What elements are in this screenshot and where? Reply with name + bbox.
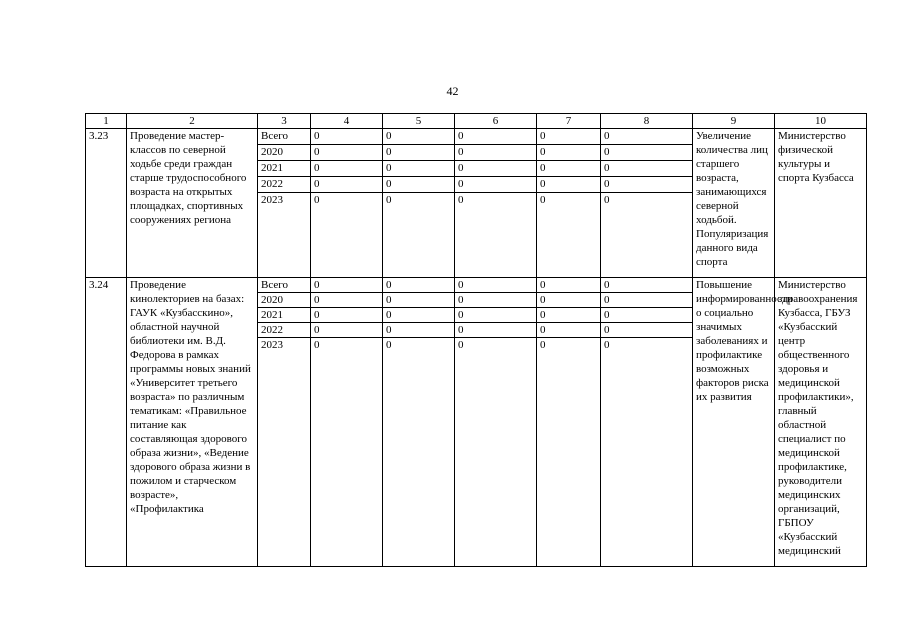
value-cell: 0 — [455, 278, 537, 293]
value-cell: 0 — [601, 338, 693, 567]
table-row — [86, 129, 867, 145]
period-label: 2022 — [258, 177, 311, 193]
value-cell: 0 — [601, 145, 693, 161]
value-cell: 0 — [383, 145, 455, 161]
value-cell: 0 — [601, 193, 693, 278]
period-label: 2021 — [258, 308, 311, 323]
column-number: 7 — [537, 114, 601, 129]
column-number: 3 — [258, 114, 311, 129]
value-cell: 0 — [537, 323, 601, 338]
item-number: 3.24 — [86, 278, 127, 567]
value-cell: 0 — [455, 145, 537, 161]
period-label: Всего — [258, 129, 311, 145]
value-cell: 0 — [383, 293, 455, 308]
value-cell: 0 — [537, 193, 601, 278]
value-cell: 0 — [601, 293, 693, 308]
column-number: 10 — [775, 114, 867, 129]
value-cell: 0 — [537, 145, 601, 161]
value-cell: 0 — [537, 177, 601, 193]
value-cell: 0 — [537, 161, 601, 177]
value-cell: 0 — [601, 278, 693, 293]
expected-result: Увеличение количества лиц старшего возраста, занимающихся северной ходьбой. Популяризация данного вида спорта — [693, 129, 775, 278]
value-cell: 0 — [311, 293, 383, 308]
value-cell: 0 — [311, 177, 383, 193]
table-row — [86, 278, 867, 293]
value-cell: 0 — [311, 323, 383, 338]
activity-text: Проведение мастер-классов по северной ходьбе среди граждан старше трудоспособного возраста на открытых площадках, спортивных сооружениях региона — [127, 129, 258, 278]
column-number: 4 — [311, 114, 383, 129]
value-cell: 0 — [601, 308, 693, 323]
value-cell: 0 — [455, 293, 537, 308]
value-cell: 0 — [455, 308, 537, 323]
period-label: 2023 — [258, 193, 311, 278]
column-number: 2 — [127, 114, 258, 129]
value-cell: 0 — [383, 129, 455, 145]
column-number: 6 — [455, 114, 537, 129]
value-cell: 0 — [455, 177, 537, 193]
value-cell: 0 — [311, 129, 383, 145]
value-cell: 0 — [383, 278, 455, 293]
value-cell: 0 — [455, 129, 537, 145]
value-cell: 0 — [383, 177, 455, 193]
period-label: 2021 — [258, 161, 311, 177]
value-cell: 0 — [383, 161, 455, 177]
value-cell: 0 — [601, 129, 693, 145]
value-cell: 0 — [537, 129, 601, 145]
value-cell: 0 — [383, 308, 455, 323]
column-number: 5 — [383, 114, 455, 129]
value-cell: 0 — [311, 193, 383, 278]
item-number: 3.23 — [86, 129, 127, 278]
program-table — [85, 113, 867, 567]
value-cell: 0 — [383, 323, 455, 338]
value-cell: 0 — [537, 278, 601, 293]
value-cell: 0 — [601, 323, 693, 338]
value-cell: 0 — [455, 338, 537, 567]
value-cell: 0 — [311, 278, 383, 293]
value-cell: 0 — [455, 193, 537, 278]
value-cell: 0 — [455, 323, 537, 338]
column-number: 1 — [86, 114, 127, 129]
executor: Министерство физической культуры и спорта Кузбасса — [775, 129, 867, 278]
expected-result: Повышение информированности о социально значимых заболеваниях и профилактике возможных факторов риска их развития — [693, 278, 775, 567]
column-number-row — [86, 114, 867, 129]
value-cell: 0 — [455, 161, 537, 177]
period-label: 2020 — [258, 293, 311, 308]
period-label: 2023 — [258, 338, 311, 567]
period-label: 2022 — [258, 323, 311, 338]
executor: Министерство здравоохранения Кузбасса, ГБУЗ «Кузбасский центр общественного здоровья и медицинской профилактики», главный областной специалист по медицинской профилактике, руководители медицинских организаций, ГБПОУ «Кузбасский медицинский — [775, 278, 867, 567]
activity-text: Проведение кинолекториев на базах: ГАУК «Кузбасскино», областной научной библиотеки им. В.Д. Федорова в рамках программы новых знаний «Университет третьего возраста» по различным тематикам: «Правильное питание как составляющая здорового образа жизни», «Ведение здорового образа жизни в пожилом и старческом возрасте», «Профилактика — [127, 278, 258, 567]
value-cell: 0 — [383, 193, 455, 278]
column-number: 8 — [601, 114, 693, 129]
value-cell: 0 — [601, 177, 693, 193]
value-cell: 0 — [537, 308, 601, 323]
value-cell: 0 — [537, 293, 601, 308]
page-number: 42 — [446, 84, 459, 98]
value-cell: 0 — [537, 338, 601, 567]
value-cell: 0 — [311, 145, 383, 161]
value-cell: 0 — [383, 338, 455, 567]
column-number: 9 — [693, 114, 775, 129]
value-cell: 0 — [311, 161, 383, 177]
value-cell: 0 — [601, 161, 693, 177]
value-cell: 0 — [311, 308, 383, 323]
period-label: 2020 — [258, 145, 311, 161]
period-label: Всего — [258, 278, 311, 293]
value-cell: 0 — [311, 338, 383, 567]
